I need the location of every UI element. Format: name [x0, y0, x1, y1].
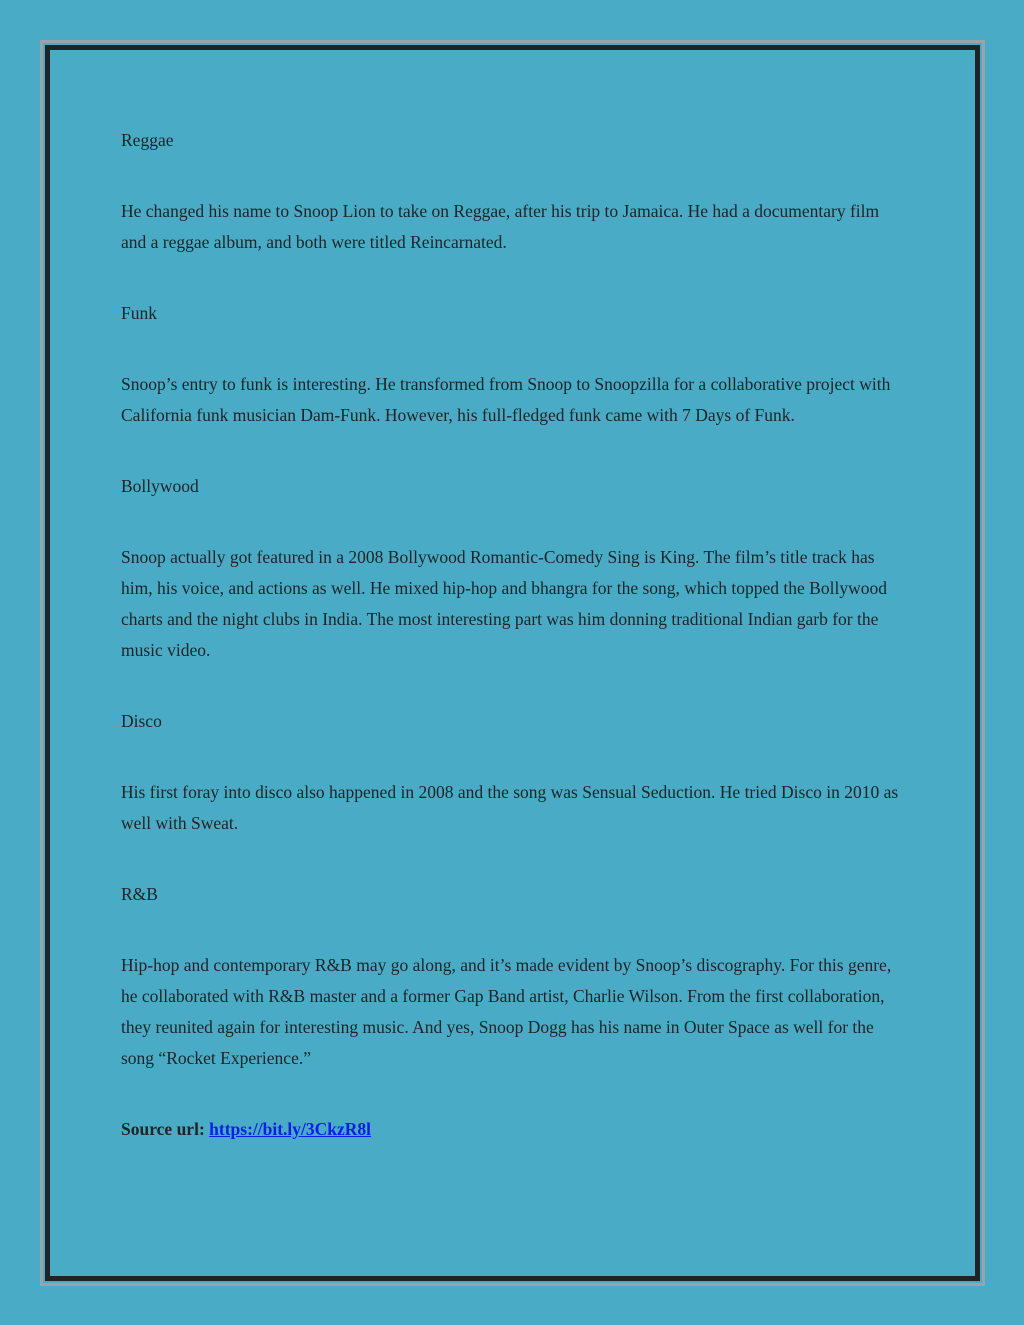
- section-body-funk: Snoop’s entry to funk is interesting. He transformed from Snoop to Snoopzilla for a collaborative project with California funk musician Dam-Funk. However, his full-fledged funk came with 7 Days of Funk.: [121, 374, 891, 425]
- source-label: Source url:: [121, 1119, 205, 1139]
- section-heading-reggae: Reggae: [121, 130, 174, 150]
- section-heading-disco: Disco: [121, 711, 162, 731]
- document-body: [121, 125, 906, 1185]
- section-body-reggae: He changed his name to Snoop Lion to take on Reggae, after his trip to Jamaica. He had a documentary film and a reggae album, and both were titled Reincarnated.: [121, 201, 880, 252]
- source-link[interactable]: https://bit.ly/3CkzR8l: [209, 1119, 372, 1139]
- section-body-bollywood: Snoop actually got featured in a 2008 Bollywood Romantic-Comedy Sing is King. The film’s title track has him, his voice, and actions as well. He mixed hip-hop and bhangra for the song, which topped the Bollywood charts and the night clubs in India. The most interesting part was him donning traditional Indian garb for the music video.: [121, 547, 887, 660]
- section-heading-funk: Funk: [121, 303, 157, 323]
- source-line: [121, 1114, 906, 1145]
- section-heading-rnb: R&B: [121, 884, 158, 904]
- section-heading-bollywood: Bollywood: [121, 476, 199, 496]
- section-body-disco: His first foray into disco also happened in 2008 and the song was Sensual Seduction. He tried Disco in 2010 as well with Sweat.: [121, 782, 899, 833]
- section-body-rnb: Hip-hop and contemporary R&B may go along, and it’s made evident by Snoop’s discography. For this genre, he collaborated with R&B master and a former Gap Band artist, Charlie Wilson. From the first collaboration, they reunited again for interesting music. And yes, Snoop Dogg has his name in Outer Space as well for the song “Rocket Experience.”: [121, 955, 892, 1068]
